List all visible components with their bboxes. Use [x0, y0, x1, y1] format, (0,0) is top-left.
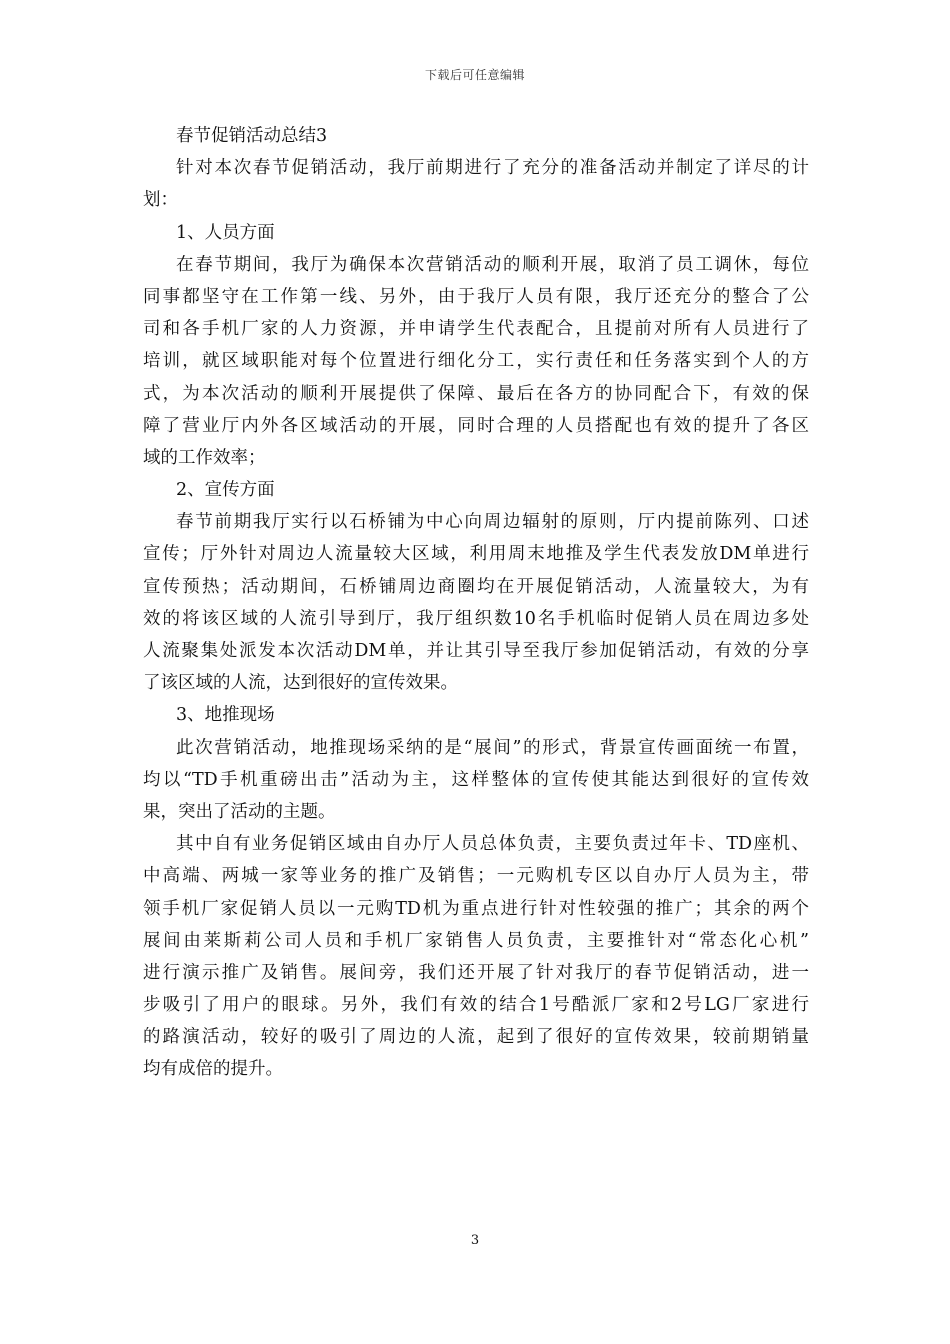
page-header-note: 下载后可任意编辑 [424, 68, 525, 82]
text-line: 效的将该区域的人流引导到厅，我厅组织数10名手机临时促销人员在周边多处 [143, 608, 809, 629]
text-line: 针对本次春节促销活动，我厅前期进行了充分的准备活动并制定了详尽的计 [176, 158, 809, 179]
text-line: 春节前期我厅实行以石桥铺为中心向周边辐射的原则，厅内提前陈列、口述 [176, 512, 809, 533]
page-number: 3 [470, 1233, 480, 1248]
text-line: 进行演示推广及销售。展间旁，我们还开展了针对我厅的春节促销活动，进一 [143, 962, 809, 983]
text-line: 3、地推现场 [176, 705, 275, 726]
text-line: 域的工作效率； [143, 447, 266, 468]
text-line: 步吸引了用户的眼球。另外，我们有效的结合1号酷派厂家和2号LG厂家进行 [143, 995, 809, 1016]
text-line: 果，突出了活动的主题。 [143, 801, 336, 822]
text-line: 春节促销活动总结3 [176, 126, 328, 146]
text-line: 式，为本次活动的顺利开展提供了保障、最后在各方的协同配合下，有效的保 [143, 383, 809, 404]
text-line: 人流聚集处派发本次活动DM单，并让其引导至我厅参加促销活动，有效的分享 [143, 641, 809, 661]
text-line: 划： [143, 190, 178, 211]
text-line: 障了营业厅内外各区域活动的开展，同时合理的人员搭配也有效的提升了各区 [143, 415, 809, 436]
text-line: 宣传预热；活动期间，石桥铺周边商圈均在开展促销活动，人流量较大，为有 [143, 576, 809, 597]
text-line: 的路演活动，较好的吸引了周边的人流，起到了很好的宣传效果，较前期销量 [143, 1027, 809, 1048]
text-line: 均有成倍的提升。 [143, 1059, 283, 1080]
text-line: 了该区域的人流，达到很好的宣传效果。 [143, 673, 458, 694]
text-line: 展间由莱斯莉公司人员和手机厂家销售人员负责，主要推针对“常态化心机” [143, 930, 809, 951]
text-line: 宣传；厅外针对周边人流量较大区域，利用周末地推及学生代表发放DM单进行 [143, 544, 809, 565]
text-line: 培训，就区域职能对每个位置进行细化分工，实行责任和任务落实到个人的方 [143, 351, 809, 372]
text-line: 此次营销活动，地推现场采纳的是“展间”的形式，背景宣传画面统一布置， [176, 737, 809, 758]
document-body [143, 120, 809, 1086]
text-line: 均以“TD手机重磅出击”活动为主，这样整体的宣传使其能达到很好的宣传效 [143, 769, 809, 790]
text-line: 2、宣传方面 [176, 480, 275, 501]
text-line: 其中自有业务促销区域由自办厅人员总体负责，主要负责过年卡、TD座机、 [176, 834, 809, 855]
text-line: 中高端、两城一家等业务的推广及销售；一元购机专区以自办厅人员为主，带 [143, 866, 809, 887]
text-line: 在春节期间，我厅为确保本次营销活动的顺利开展，取消了员工调休，每位 [176, 254, 809, 275]
text-line: 1、人员方面 [176, 222, 275, 243]
text-line: 领手机厂家促销人员以一元购TD机为重点进行针对性较强的推广；其余的两个 [143, 898, 809, 919]
text-line: 司和各手机厂家的人力资源，并申请学生代表配合，且提前对所有人员进行了 [143, 319, 809, 340]
text-line: 同事都坚守在工作第一线、另外，由于我厅人员有限，我厅还充分的整合了公 [143, 286, 809, 307]
